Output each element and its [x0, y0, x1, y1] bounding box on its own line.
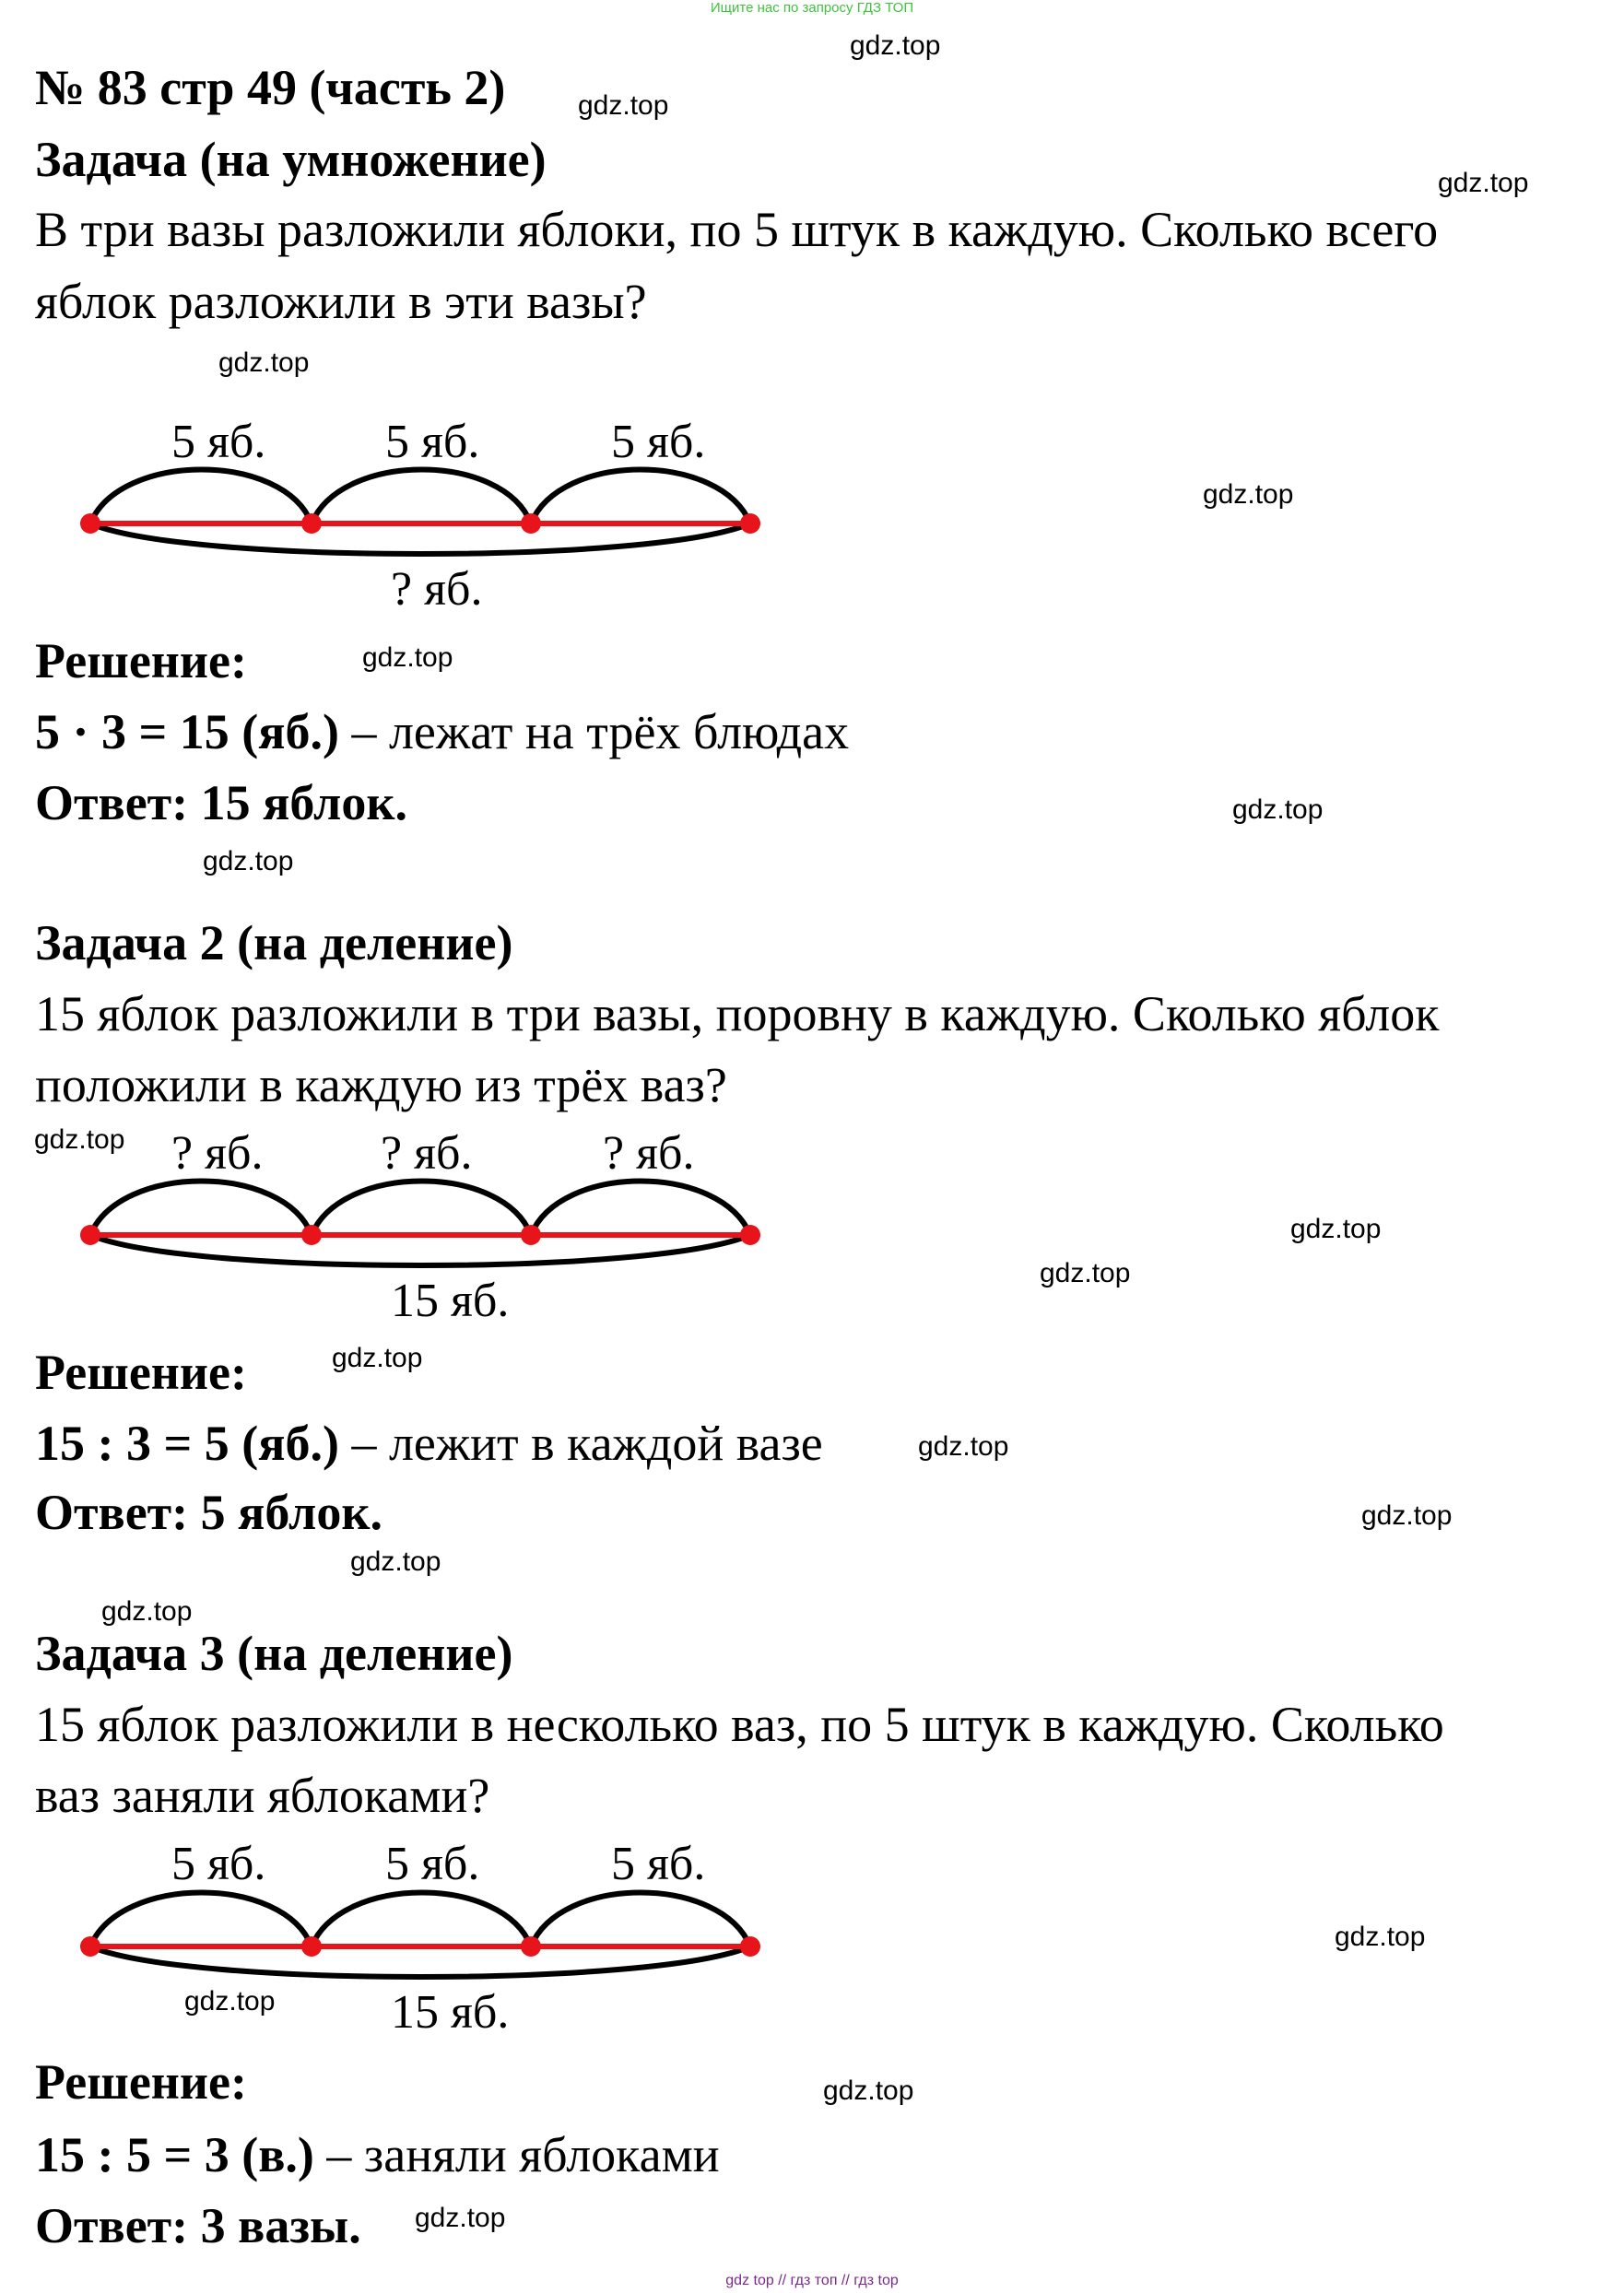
watermark: gdz.top — [1290, 1214, 1382, 1244]
watermark: gdz.top — [1232, 794, 1324, 825]
task1-line2: яблок разложили в эти вазы? — [35, 274, 647, 329]
watermark: gdz.top — [350, 1546, 441, 1577]
task2-line2: положили в каждую из трёх ваз? — [35, 1057, 727, 1112]
task3-arc-label-1: 5 яб. — [171, 1838, 266, 1890]
watermark: gdz.top — [218, 347, 310, 378]
watermark: gdz.top — [850, 30, 941, 61]
watermark: gdz.top — [184, 1986, 276, 2017]
task3-line1: 15 яблок разложили в несколько ваз, по 5 штук в каждую. Сколько — [35, 1697, 1444, 1752]
task1-arc-label-2: 5 яб. — [385, 416, 480, 468]
task1-solution-text: – лежат на трёх блюдах — [338, 704, 850, 759]
task3-arc-2 — [312, 1893, 531, 1947]
task3-arc-label-2: 5 яб. — [385, 1838, 480, 1890]
task1-solution-label: Решение: — [35, 633, 247, 688]
task2-line1: 15 яблок разложили в три вазы, поровну в каждую. Сколько яблок — [35, 986, 1440, 1041]
task2-solution-expression: 15 : 3 = 5 (яб.) — [35, 1416, 339, 1471]
task3-solution — [35, 2126, 720, 2183]
watermark: gdz.top — [1361, 1500, 1453, 1531]
task1-arc-label-1: 5 яб. — [171, 416, 266, 468]
task1-line1: В три вазы разложили яблоки, по 5 штук в каждую. Сколько всего — [35, 202, 1439, 257]
page-title: № 83 стр 49 (часть 2) — [35, 60, 506, 115]
task2-answer: Ответ: 5 яблок. — [35, 1485, 382, 1540]
watermark: gdz.top — [578, 90, 669, 121]
task3-arc-label-3: 5 яб. — [611, 1838, 706, 1890]
footer-links: gdz top // гдз топ // гдз top — [725, 2273, 899, 2288]
task2-heading: Задача 2 (на деление) — [35, 915, 513, 970]
task1-solution-expression: 5 · 3 = 15 (яб.) — [35, 704, 339, 759]
task3-total-brace — [90, 1946, 750, 1977]
task3-line2: ваз заняли яблоками? — [35, 1768, 490, 1823]
task2-arc-label-2: ? яб. — [381, 1127, 473, 1180]
task3-solution-label: Решение: — [35, 2054, 247, 2110]
task3-arc-3 — [531, 1893, 750, 1947]
watermark: gdz.top — [1335, 1922, 1426, 1952]
task1-total-label: ? яб. — [391, 563, 483, 616]
task1-heading: Задача (на умножение) — [35, 132, 547, 187]
task3-point — [521, 1936, 541, 1957]
task3-total-label: 15 яб. — [391, 1986, 510, 2039]
task1-answer: Ответ: 15 яблок. — [35, 775, 407, 830]
task2-arc-label-3: ? яб. — [603, 1127, 695, 1180]
watermark: gdz.top — [362, 642, 453, 673]
task2-total-label: 15 яб. — [391, 1275, 510, 1327]
watermark: gdz.top — [823, 2075, 914, 2106]
watermark: gdz.top — [1203, 479, 1294, 510]
task3-solution-text: – заняли яблоками — [313, 2127, 720, 2182]
task2-solution-label: Решение: — [35, 1345, 247, 1400]
task3-arc-1 — [90, 1893, 312, 1947]
watermark: gdz.top — [415, 2203, 506, 2233]
top-search-note: Ищите нас по запросу ГДЗ ТОП — [710, 0, 914, 16]
watermark: gdz.top — [101, 1596, 193, 1627]
task2-solution-text: – лежит в каждой вазе — [338, 1416, 823, 1471]
watermark: gdz.top — [918, 1431, 1009, 1462]
task3-point — [301, 1936, 322, 1957]
watermark: gdz.top — [1040, 1258, 1131, 1288]
task3-point — [740, 1936, 760, 1957]
task3-point — [80, 1936, 100, 1957]
watermark: gdz.top — [34, 1124, 125, 1155]
watermark: gdz.top — [203, 846, 294, 876]
watermark: gdz.top — [1438, 168, 1529, 198]
watermark: gdz.top — [332, 1343, 423, 1373]
task2-arc-label-1: ? яб. — [171, 1127, 264, 1180]
task1-arc-label-3: 5 яб. — [611, 416, 706, 468]
task3-answer: Ответ: 3 вазы. — [35, 2198, 361, 2253]
task3-solution-expression: 15 : 5 = 3 (в.) — [35, 2127, 314, 2182]
task3-heading: Задача 3 (на деление) — [35, 1626, 513, 1681]
